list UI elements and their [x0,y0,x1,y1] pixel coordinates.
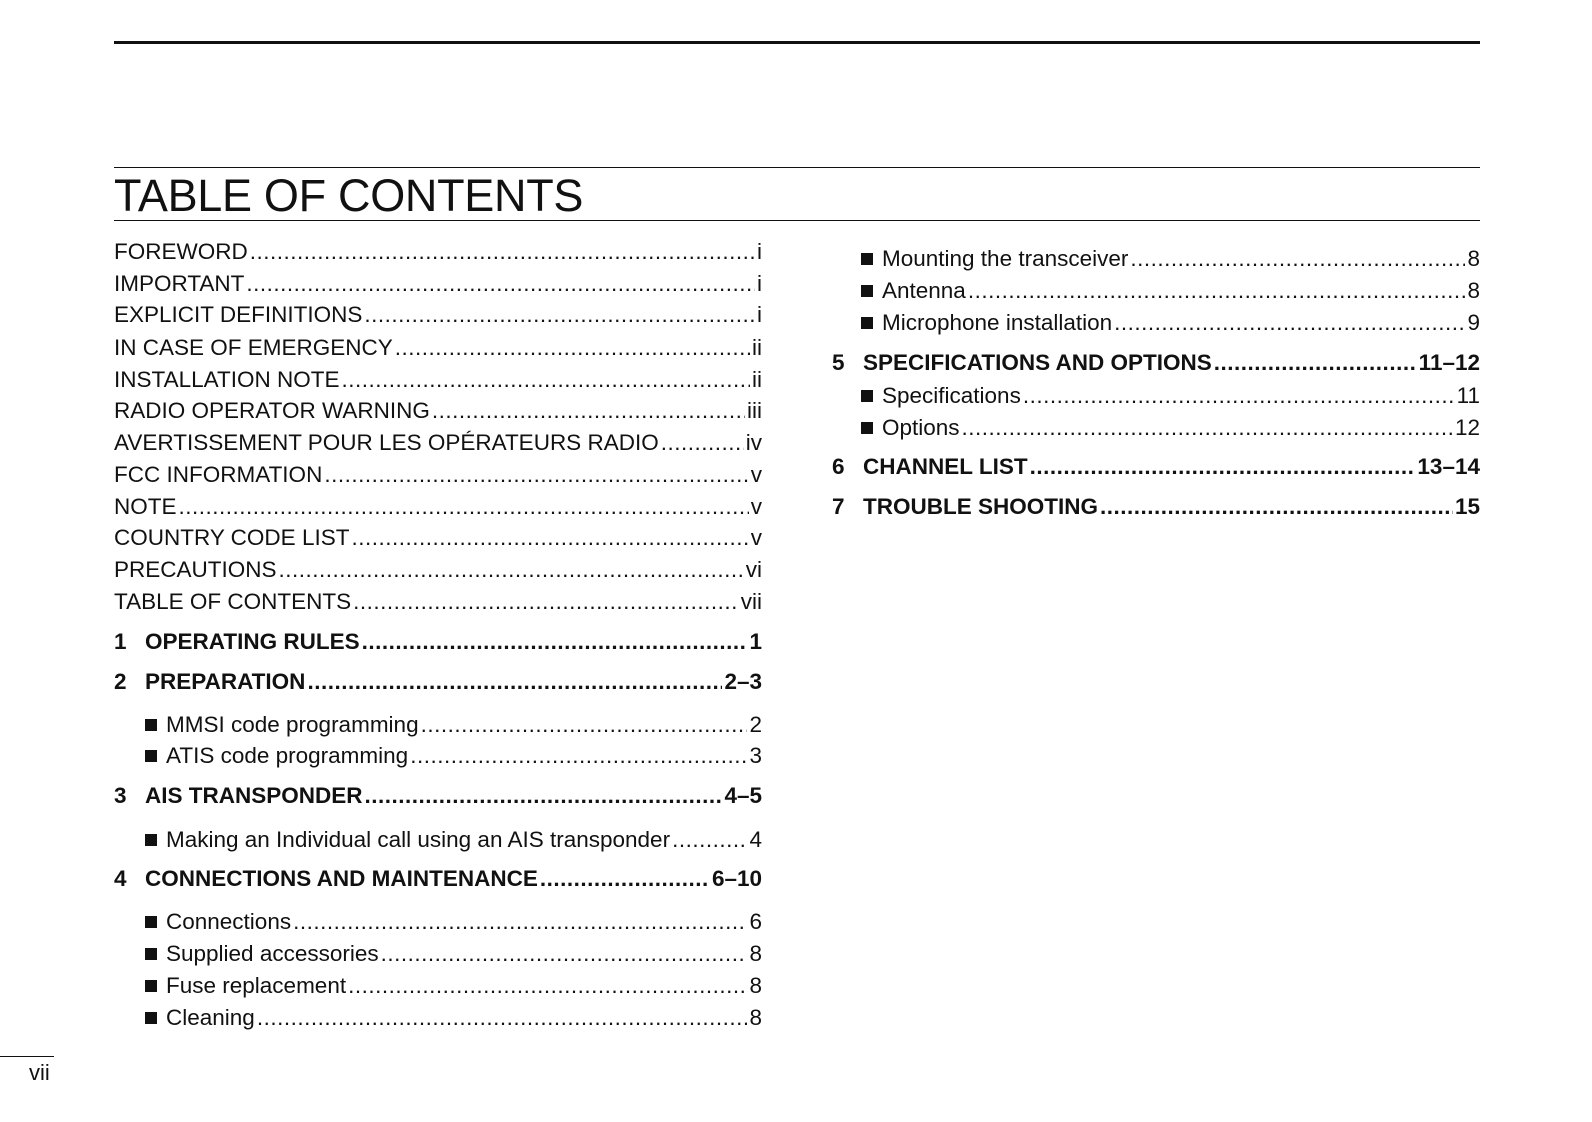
section-number: 1 [114,629,127,654]
toc-section-label: SPECIFICATIONS AND OPTIONS [863,350,1212,375]
square-bullet-icon [861,422,873,434]
toc-section-connections-and-maintenance[interactable] [114,864,762,894]
toc-entry-label: RADIO OPERATOR WARNING [114,398,430,423]
toc-entry-page: iii [747,398,762,423]
toc-entry-country-code-list[interactable] [114,523,762,553]
square-bullet-icon [145,916,157,928]
toc-sub-label: Microphone installation [882,310,1113,335]
toc-sub-label: Options [882,415,960,440]
toc-sub-page: 9 [1467,310,1480,335]
toc-entry-table-of-contents[interactable] [114,587,762,617]
toc-sub-page: 8 [1467,246,1480,271]
leader-dots [1030,452,1416,482]
square-bullet-icon [861,390,873,402]
toc-sub-page: 8 [749,1005,762,1030]
leader-dots [362,627,748,657]
toc-sub-page: 6 [749,909,762,934]
leader-dots [1114,308,1465,338]
toc-section-page: 1 [749,629,762,654]
leader-dots [1100,492,1453,522]
toc-sub-mounting-the-transceiver[interactable] [861,244,1480,274]
toc-entry-page: v [750,462,762,487]
toc-sub-label: Antenna [882,278,966,303]
toc-entry-label: IMPORTANT [114,271,245,296]
toc-section-specifications-and-options[interactable] [832,348,1480,378]
leader-dots [179,492,749,522]
leader-dots [421,710,748,740]
toc-entry-explicit-definitions[interactable] [114,300,762,330]
section-number: 2 [114,669,127,694]
toc-sub-cleaning[interactable] [145,1003,762,1033]
leader-dots [540,864,710,894]
leader-dots [1130,244,1465,274]
toc-section-label: PREPARATION [145,669,306,694]
toc-sub-label: Mounting the transceiver [882,246,1129,271]
toc-entry-page: v [750,525,762,550]
toc-entry-installation-note[interactable] [114,365,762,395]
toc-sub-connections[interactable] [145,907,762,937]
leader-dots [341,365,750,395]
toc-section-label: AIS TRANSPONDER [145,783,363,808]
leader-dots [307,667,722,697]
leader-dots [353,587,739,617]
toc-section-ais-transponder[interactable] [114,781,762,811]
footer-page-number: vii [29,1060,50,1085]
leader-dots [364,300,755,330]
toc-entry-note[interactable] [114,492,762,522]
toc-sub-page: 8 [1467,278,1480,303]
toc-entry-page: ii [752,367,762,392]
toc-section-label: CONNECTIONS AND MAINTENANCE [145,866,538,891]
toc-entry-page: ii [752,335,762,360]
leader-dots [968,276,1466,306]
toc-section-operating-rules[interactable] [114,627,762,657]
toc-section-label: TROUBLE SHOOTING [863,494,1098,519]
leader-dots [365,781,723,811]
toc-entry-page: v [750,494,762,519]
toc-entry-label: INSTALLATION NOTE [114,367,340,392]
toc-entry-label: EXPLICIT DEFINITIONS [114,302,363,327]
leader-dots [395,333,750,363]
toc-sub-page: 11 [1456,383,1480,408]
toc-sub-label: Cleaning [166,1005,255,1030]
section-number: 5 [832,350,845,375]
leader-dots [672,825,747,855]
toc-sub-label: Fuse replacement [166,973,347,998]
toc-entry-label: FCC INFORMATION [114,462,323,487]
toc-section-page: 11–12 [1418,350,1480,375]
toc-section-page: 13–14 [1417,454,1480,479]
square-bullet-icon [861,285,873,297]
leader-dots [410,741,747,771]
toc-entry-page: vi [745,557,762,582]
toc-section-page: 15 [1454,494,1480,519]
square-bullet-icon [145,750,157,762]
square-bullet-icon [861,253,873,265]
toc-section-page: 6–10 [711,866,762,891]
leader-dots [279,555,744,585]
toc-sub-fuse-replacement[interactable] [145,971,762,1001]
leader-dots [246,269,755,299]
header-rule [114,41,1480,44]
toc-entry-label: FOREWORD [114,239,248,264]
toc-entry-page: iv [745,430,762,455]
toc-entry-label: PRECAUTIONS [114,557,277,582]
leader-dots [381,939,748,969]
toc-entry-label: NOTE [114,494,177,519]
toc-sub-page: 4 [749,827,762,852]
toc-section-label: OPERATING RULES [145,629,360,654]
toc-entry-page: i [757,271,762,296]
toc-entry-page: i [757,302,762,327]
toc-sub-page: 12 [1454,415,1480,440]
section-number: 3 [114,783,127,808]
toc-entry-important[interactable] [114,269,762,299]
toc-sub-label: ATIS code programming [166,743,409,768]
leader-dots [324,460,748,490]
toc-sub-page: 8 [749,973,762,998]
toc-section-page: 4–5 [724,783,762,808]
toc-sub-label: Making an Individual call using an AIS transponder [166,827,671,852]
toc-sub-page: 3 [749,743,762,768]
square-bullet-icon [145,980,157,992]
toc-entry-foreword[interactable] [114,237,762,267]
toc-sub-label: Supplied accessories [166,941,379,966]
page-title: TABLE OF CONTENTS [114,170,584,221]
leader-dots [1023,381,1455,411]
square-bullet-icon [145,719,157,731]
toc-sub-label: Connections [166,909,292,934]
square-bullet-icon [861,317,873,329]
toc-sub-microphone-installation[interactable] [861,308,1480,338]
section-number: 7 [832,494,845,519]
toc-entry-label: IN CASE OF EMERGENCY [114,335,393,360]
toc-entry-page: vii [740,589,762,614]
leader-dots [293,907,747,937]
toc-section-channel-list[interactable] [832,452,1480,482]
leader-dots [348,971,747,1001]
toc-entry-radio-operator-warning[interactable] [114,396,762,426]
toc-entry-label: AVERTISSEMENT POUR LES OPÉRATEURS RADIO [114,430,659,455]
toc-sub-individual-call[interactable] [145,825,762,855]
section-number: 6 [832,454,845,479]
toc-sub-label: Specifications [882,383,1021,408]
leader-dots [962,413,1453,443]
leader-dots [432,396,745,426]
toc-sub-options[interactable] [861,413,1480,443]
toc-sub-label: MMSI code programming [166,712,419,737]
toc-entry-fcc-information[interactable] [114,460,762,490]
toc-sub-page: 2 [749,712,762,737]
square-bullet-icon [145,948,157,960]
toc-sub-specifications[interactable] [861,381,1480,411]
square-bullet-icon [145,834,157,846]
toc-entry-label: COUNTRY CODE LIST [114,525,350,550]
toc-section-page: 2–3 [724,669,762,694]
toc-sub-mmsi-code-programming[interactable] [145,710,762,740]
section-number: 4 [114,866,127,891]
toc-sub-atis-code-programming[interactable] [145,741,762,771]
toc-entry-page: i [757,239,762,264]
toc-entry-label: TABLE OF CONTENTS [114,589,352,614]
leader-dots [351,523,748,553]
leader-dots [250,237,755,267]
toc-sub-supplied-accessories[interactable] [145,939,762,969]
toc-sub-page: 8 [749,941,762,966]
footer-rule [0,1056,54,1057]
toc-entry-avertissement[interactable] [114,428,762,458]
title-block [114,167,1480,221]
toc-sub-antenna[interactable] [861,276,1480,306]
toc-entry-precautions[interactable] [114,555,762,585]
leader-dots [1214,348,1417,378]
toc-section-trouble-shooting[interactable] [832,492,1480,522]
toc-section-label: CHANNEL LIST [863,454,1028,479]
leader-dots [257,1003,748,1033]
toc-section-preparation[interactable] [114,667,762,697]
leader-dots [661,428,744,458]
toc-entry-in-case-of-emergency[interactable] [114,333,762,363]
square-bullet-icon [145,1012,157,1024]
